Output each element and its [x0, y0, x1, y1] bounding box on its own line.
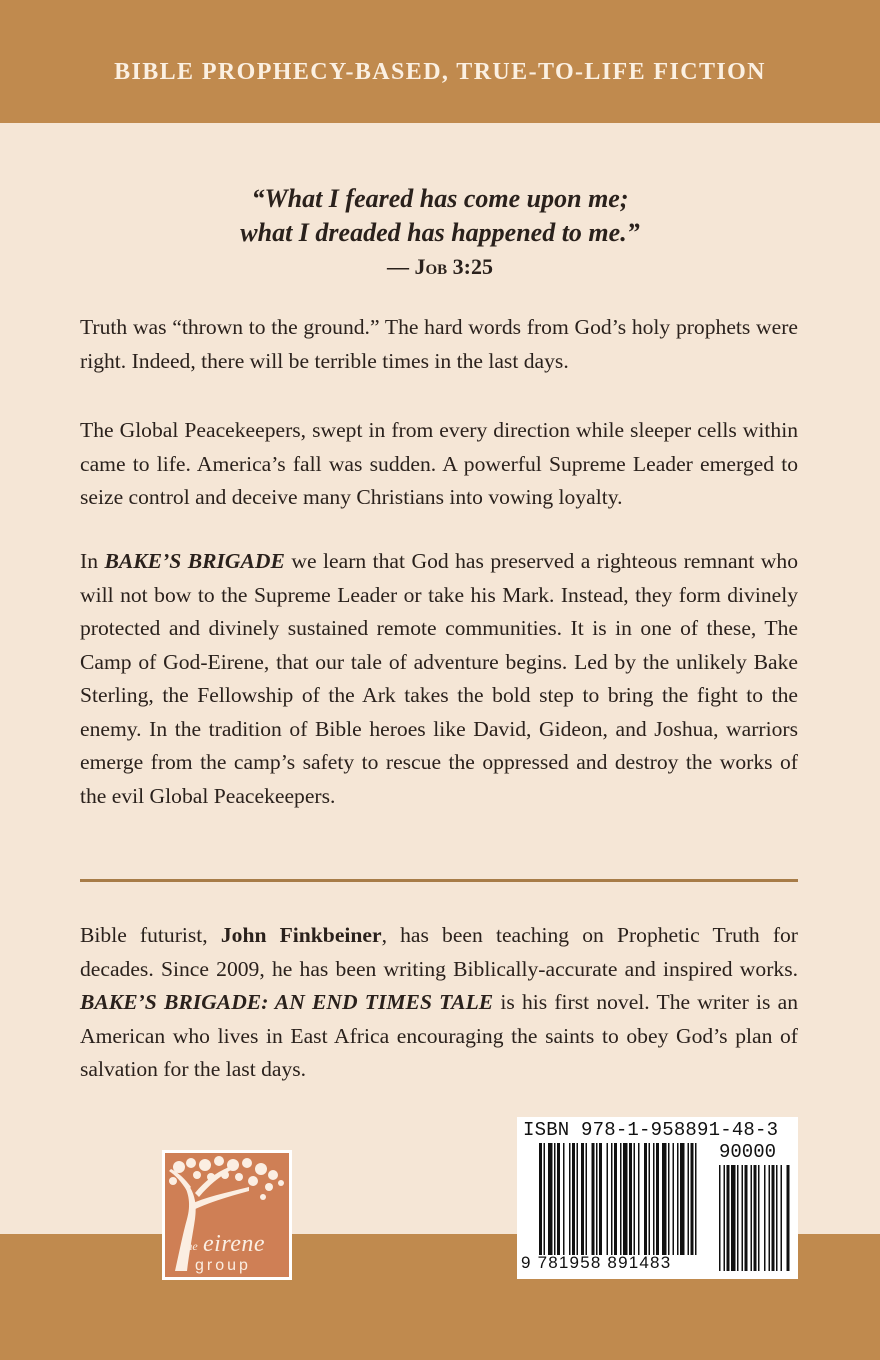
addon-bar [745, 1165, 748, 1271]
barcode-bar [653, 1143, 655, 1255]
barcode-bar [607, 1143, 609, 1255]
quote-attribution [0, 252, 880, 282]
blurb-paragraph-2: The Global Peacekeepers, swept in from every direction while sleeper cells within came to life. America’s fall was sudden. A powerful Supreme Leader emerged to seize control and deceive many Christians into vowing loyalty. [80, 418, 798, 509]
attribution-book: Job [414, 254, 448, 279]
quote-line-1: “What I feared has come upon me; [251, 184, 629, 213]
p3-rest: we learn that God has preserved a righteous remnant who will not bow to the Supreme Leader or take his Mark. Instead, they form divinely protected and divinely sustained remote communities. It is in one of these, The Camp of God-Eirene, that our tale of adventure begins. Led by the unlikely Bake Sterling, the Fellowship of the Ark takes the bold step to bring the fight to the enemy. In the tradition of Bible heroes like David, Gideon, and Joshua, warriors emerge from the camp’s safety to rescue the oppressed and destroy the works of the evil Global Peacekeepers. [80, 549, 798, 808]
addon-bar [776, 1165, 778, 1271]
addon-bar [764, 1165, 766, 1271]
barcode-bar [623, 1143, 628, 1255]
blurb-paragraph-1: Truth was “thrown to the ground.” The hard words from God’s holy prophets were right. Indeed, there will be terrible times in the last days. [80, 315, 798, 373]
p3-prefix: In [80, 549, 105, 573]
barcode-bar [581, 1143, 584, 1255]
section-divider [80, 879, 798, 882]
barcode-bar [620, 1143, 622, 1255]
barcode-bar [691, 1143, 694, 1255]
isbn-barcode [517, 1117, 798, 1279]
barcode-bar [599, 1143, 602, 1255]
addon-bar [751, 1165, 753, 1271]
publisher-logo [162, 1150, 292, 1280]
isbn-label: ISBN 978-1-958891-48-3 [523, 1119, 779, 1141]
barcode-bar [668, 1143, 670, 1255]
bio-book-title: BAKE’S BRIGADE: AN END TIMES TALE [80, 990, 494, 1014]
attribution-dash: — [386, 254, 415, 279]
barcode-bar [544, 1143, 546, 1255]
addon-bar [737, 1165, 739, 1271]
author-name: John Finkbeiner [220, 923, 382, 947]
logo-text-eirene: eirene [203, 1231, 266, 1257]
barcode-bar [649, 1143, 651, 1255]
blurb-paragraph-3 [80, 545, 798, 813]
barcode-bar [611, 1143, 613, 1255]
bio-suffix: is his first novel. The writer is an American who lives in East Africa encouraging the saints to obey God’s plan of salvation for the last days. [80, 990, 798, 1081]
barcode-bar [638, 1143, 640, 1255]
barcode-bar [677, 1143, 679, 1255]
addon-bar [724, 1165, 726, 1271]
barcode-bar [557, 1143, 560, 1255]
barcode-bar [539, 1143, 542, 1255]
addon-bar [787, 1165, 790, 1271]
barcode-bar [554, 1143, 556, 1255]
barcode-bar [656, 1143, 659, 1255]
barcode-bar [569, 1143, 571, 1255]
barcode-bar [577, 1143, 579, 1255]
barcode-bar [688, 1143, 690, 1255]
addon-bar [754, 1165, 757, 1271]
logo-text-group: group [195, 1257, 251, 1274]
barcode-bar [673, 1143, 675, 1255]
addon-bar [769, 1165, 771, 1271]
barcode-bar [563, 1143, 565, 1255]
barcode-bar [548, 1143, 553, 1255]
addon-bar [781, 1165, 783, 1271]
addon-bar [731, 1165, 736, 1271]
attribution-ref: 3:25 [447, 254, 493, 279]
barcode-bar [596, 1143, 598, 1255]
addon-bar [742, 1165, 744, 1271]
logo-text-the: the [183, 1239, 198, 1253]
addon-bar [719, 1165, 721, 1271]
price-addon: 90000 [719, 1141, 777, 1163]
addon-bar [758, 1165, 760, 1271]
barcode-bar [662, 1143, 667, 1255]
barcode-bar [592, 1143, 595, 1255]
quote-line-2: what I dreaded has happened to me.” [240, 218, 640, 247]
barcode-bar [695, 1143, 697, 1255]
addon-bar [772, 1165, 775, 1271]
barcode-bar [644, 1143, 647, 1255]
epigraph-quote [0, 182, 880, 282]
barcode-bar [629, 1143, 632, 1255]
bio-prefix: Bible futurist, [80, 923, 221, 947]
barcode-bar [586, 1143, 588, 1255]
top-banner [0, 0, 880, 123]
barcode-bar [634, 1143, 636, 1255]
bio-middle: , has been teaching on Prophetic Truth for decades. Since 2009, he has been writing Biblically-accurate and inspired works. [80, 923, 798, 981]
author-bio [80, 919, 798, 1087]
book-title-inline: BAKE’S BRIGADE [104, 549, 285, 573]
addon-bar [727, 1165, 730, 1271]
barcode-bar [572, 1143, 575, 1255]
barcode-digits: 9 781958 891483 [521, 1253, 672, 1272]
barcode-bar [680, 1143, 685, 1255]
series-tagline: BIBLE PROPHECY-BASED, TRUE-TO-LIFE FICTION [114, 59, 766, 85]
barcode-bar [614, 1143, 617, 1255]
